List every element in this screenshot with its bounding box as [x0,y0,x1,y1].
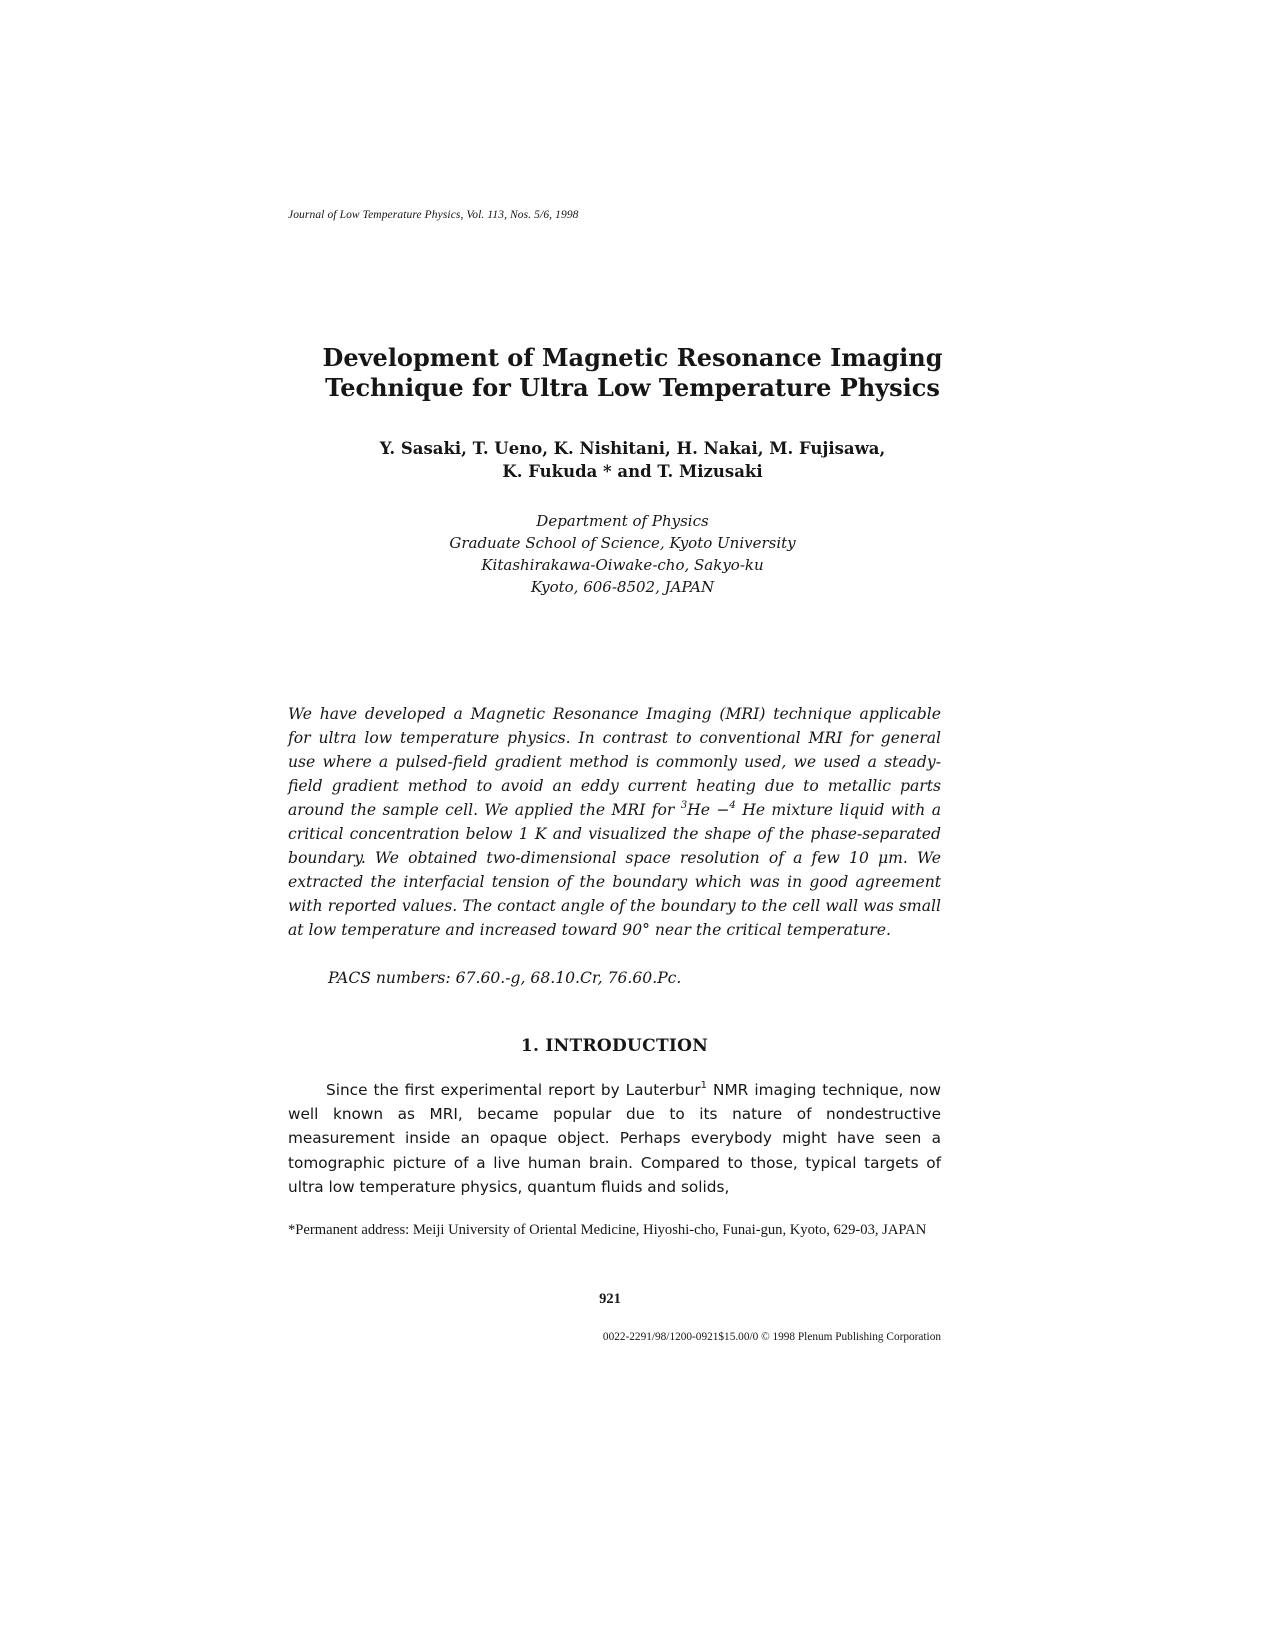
reference-marker: 1 [700,1079,707,1091]
abstract [288,702,941,942]
title-line-1: Development of Magnetic Resonance Imaging [322,343,943,372]
affiliation [290,510,955,598]
introduction-paragraph [288,1078,941,1199]
affiliation-line-4: Kyoto, 606-8502, JAPAN [530,578,715,596]
affiliation-line-1: Department of Physics [536,512,709,530]
footnote: *Permanent address: Meiji University of Oriental Medicine, Hiyoshi-cho, Funai-gun, Kyoto, 629-03, JAPAN [288,1222,927,1238]
author-line-1: Y. Sasaki, T. Ueno, K. Nishitani, H. Nakai, M. Fujisawa, [379,439,886,458]
title-line-2: Technique for Ultra Low Temperature Physics [325,373,940,402]
author-line-2: K. Fukuda * and T. Mizusaki [502,462,763,481]
isotope-3-sup: 3 [680,799,688,811]
author-list [270,437,995,483]
page-number: 921 [599,1291,621,1307]
helium-3-symbol: He − [687,801,730,819]
isotope-4-sup: 4 [729,799,736,811]
copyright-line: 0022-2291/98/1200-0921$15.00/0 © 1998 Plenum Publishing Corporation [602,1331,941,1343]
section-heading: 1. INTRODUCTION [520,1036,709,1056]
intro-text-2: NMR imaging technique, now well known as MRI, became popular due to its nature of nondestructive measurement inside an opaque object. Perhaps everybody might have seen a tomographic picture of a live human brain. Compared to those, typical targets of ultra low temperature physics, quantum fluids and solids, [288,1081,941,1196]
affiliation-line-2: Graduate School of Science, Kyoto University [449,534,796,552]
paper-title [270,343,995,403]
journal-reference: Journal of Low Temperature Physics, Vol. 113, Nos. 5/6, 1998 [288,209,579,221]
abstract-text-2: He mixture liquid with a critical concentration below 1 K and visualized the shape of the phase-separated boundary. We obtained two-dimensional space resolution of a few 10 μm. We extracted the interfacial tension of the boundary which was in good agreement with reported values. The contact angle of the boundary to the cell wall was small at low temperature and increased toward 90° near the critical temperature. [288,801,941,939]
affiliation-line-3: Kitashirakawa-Oiwake-cho, Sakyo-ku [481,556,764,574]
abstract-text-1: We have developed a Magnetic Resonance Imaging (MRI) technique applicable for ultra low temperature physics. In contrast to conventional MRI for general use where a pulsed-field gradient method is commonly used, we used a steady-field gradient method to avoid an eddy current heating due to metallic parts around the sample cell. We applied the MRI for [288,705,941,819]
intro-text-1: Since the first experimental report by Lauterbur [326,1081,701,1099]
pacs-numbers: PACS numbers: 67.60.-g, 68.10.Cr, 76.60.Pc. [328,969,682,987]
